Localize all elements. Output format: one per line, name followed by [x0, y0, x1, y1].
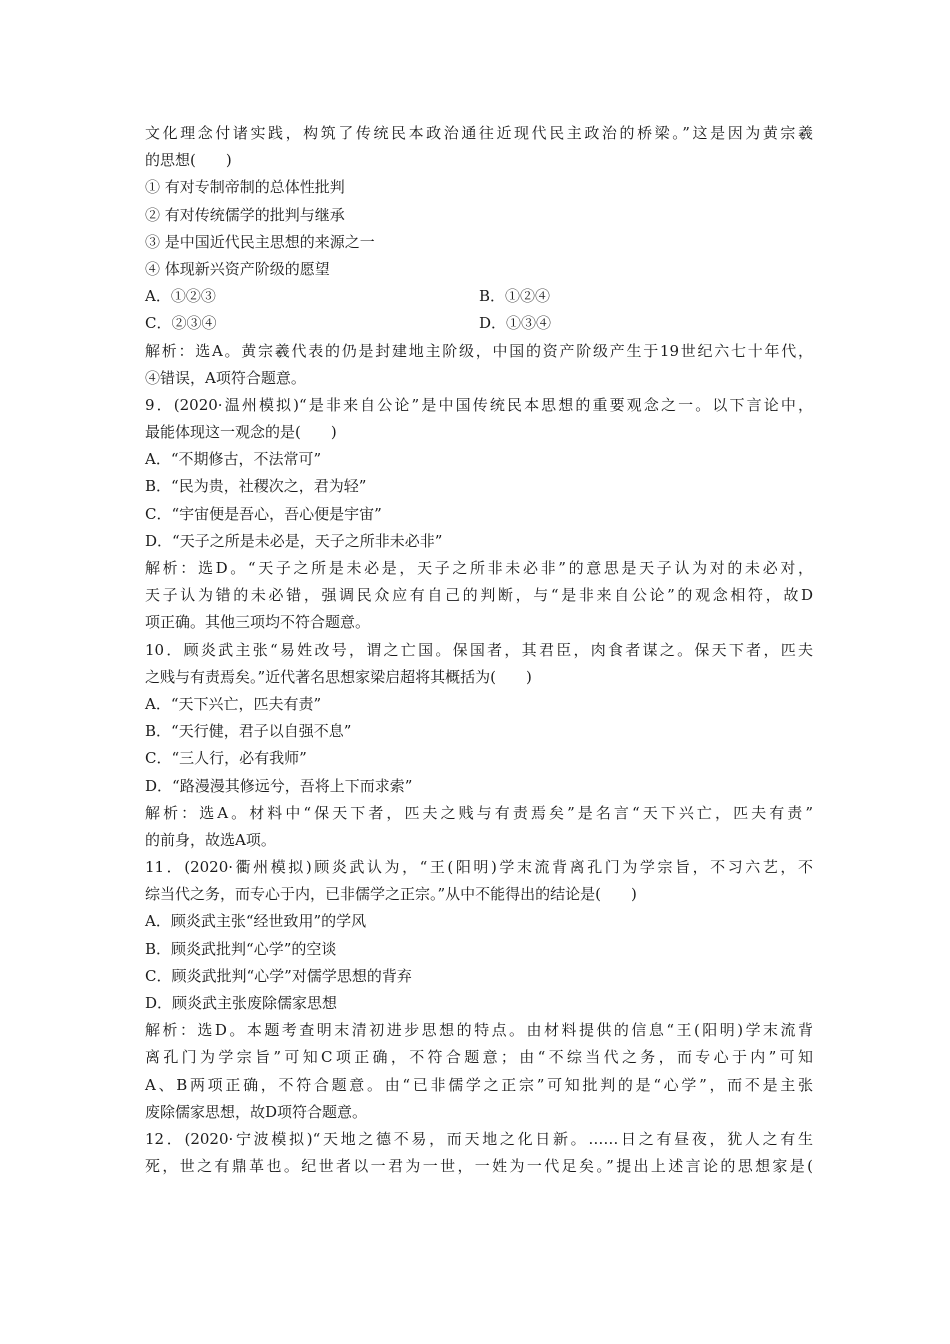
option-c: C．②③④ — [145, 314, 217, 333]
question-stem-line: 10．顾炎武主张“易姓改号，谓之亡国。保国者，其君臣，肉食者谋之。保天下者，匹夫 — [145, 640, 813, 659]
analysis-line: 解析：选A。黄宗羲代表的仍是封建地主阶级，中国的资产阶级产生于19世纪六七十年代， — [145, 341, 813, 360]
analysis-line: 项正确。其他三项均不符合题意。 — [145, 613, 371, 632]
statement-item: ③ 是中国近代民主思想的来源之一 — [145, 232, 375, 251]
analysis-line: A、B两项正确，不符合题意。由“已非儒学之正宗”可知批判的是“心学”，而不是主张 — [145, 1075, 813, 1094]
question-9 — [145, 392, 813, 637]
option-b: B．“天行健，君子以自强不息” — [145, 722, 352, 741]
option-c: C．“宇宙便是吾心，吾心便是宇宙” — [145, 504, 382, 523]
question-stem-line: 的思想( ) — [145, 151, 232, 170]
analysis-line: 的前身，故选A项。 — [145, 830, 276, 849]
question-11 — [145, 854, 813, 1126]
option-a: A．“不期修古，不法常可” — [145, 450, 322, 469]
option-a: A．顾炎武主张“经世致用”的学风 — [145, 912, 367, 931]
question-stem-line: 综当代之务，而专心于内，已非儒学之正宗。”从中不能得出的结论是( ) — [145, 885, 637, 904]
question-8 — [145, 120, 813, 392]
analysis-line: 解析：选D。“天子之所是未必是，天子之所非未必非”的意思是天子认为对的未必对， — [145, 559, 813, 577]
option-c: C．“三人行，必有我师” — [145, 749, 307, 768]
analysis-line: 解析：选D。本题考查明末清初进步思想的特点。由材料提供的信息“王(阳明)学末流背 — [145, 1021, 813, 1040]
question-12 — [145, 1126, 813, 1180]
question-stem-line: 最能体现这一观念的是( ) — [145, 423, 337, 442]
option-b: B．“民为贵，社稷次之，君为轻” — [145, 477, 367, 496]
analysis-line: 废除儒家思想，故D项符合题意。 — [145, 1102, 368, 1121]
option-b: B．①②④ — [479, 287, 551, 306]
option-b: B．顾炎武批判“心学”的空谈 — [145, 939, 337, 958]
statement-item: ④ 体现新兴资产阶级的愿望 — [145, 259, 330, 278]
option-a: A．“天下兴亡，匹夫有责” — [145, 694, 322, 713]
option-c: C．顾炎武批判“心学”对儒学思想的背弃 — [145, 966, 412, 985]
statement-item: ① 有对专制帝制的总体性批判 — [145, 178, 345, 197]
option-a: A．①②③ — [145, 287, 216, 306]
question-stem-line: 文化理念付诸实践，构筑了传统民本政治通往近现代民主政治的桥梁。”这是因为黄宗羲 — [145, 124, 813, 142]
option-d: D．①③④ — [479, 314, 552, 333]
option-row — [145, 283, 813, 310]
option-d: D．“路漫漫其修远兮，吾将上下而求索” — [145, 776, 413, 795]
question-10 — [145, 637, 813, 855]
option-row — [145, 310, 813, 337]
question-stem-line: 9．(2020·温州模拟)“是非来自公论”是中国传统民本思想的重要观念之一。以下言论中， — [145, 395, 813, 414]
question-stem-line: 12．(2020·宁波模拟)“天地之德不易，而天地之化日新。……日之有昼夜，犹人之有生 — [145, 1129, 813, 1148]
question-stem-line: 之贱与有责焉矣。”近代著名思想家梁启超将其概括为( ) — [145, 667, 532, 686]
option-d: D．“天子之所是未必是，天子之所非未必非” — [145, 531, 443, 550]
analysis-line: 解析：选A。材料中“保天下者，匹夫之贱与有责焉矣”是名言“天下兴亡，匹夫有责” — [145, 803, 813, 822]
document-page — [145, 120, 813, 1180]
analysis-line: ④错误，A项符合题意。 — [145, 368, 306, 387]
question-stem-line: 11．(2020·衢州模拟)顾炎武认为，“王(阳明)学末流背离孔门为学宗旨，不习六艺，不 — [145, 858, 813, 877]
analysis-line: 天子认为错的未必错，强调民众应有自己的判断，与“是非来自公论”的观念相符，故D — [145, 586, 813, 605]
analysis-line: 离孔门为学宗旨”可知C项正确，不符合题意；由“不综当代之务，而专心于内”可知 — [145, 1048, 813, 1067]
option-d: D．顾炎武主张废除儒家思想 — [145, 994, 338, 1012]
statement-item: ② 有对传统儒学的批判与继承 — [145, 205, 345, 224]
question-stem-line: 死，世之有鼎革也。纪世者以一君为一世，一姓为一代足矣。”提出上述言论的思想家是( — [145, 1157, 813, 1176]
